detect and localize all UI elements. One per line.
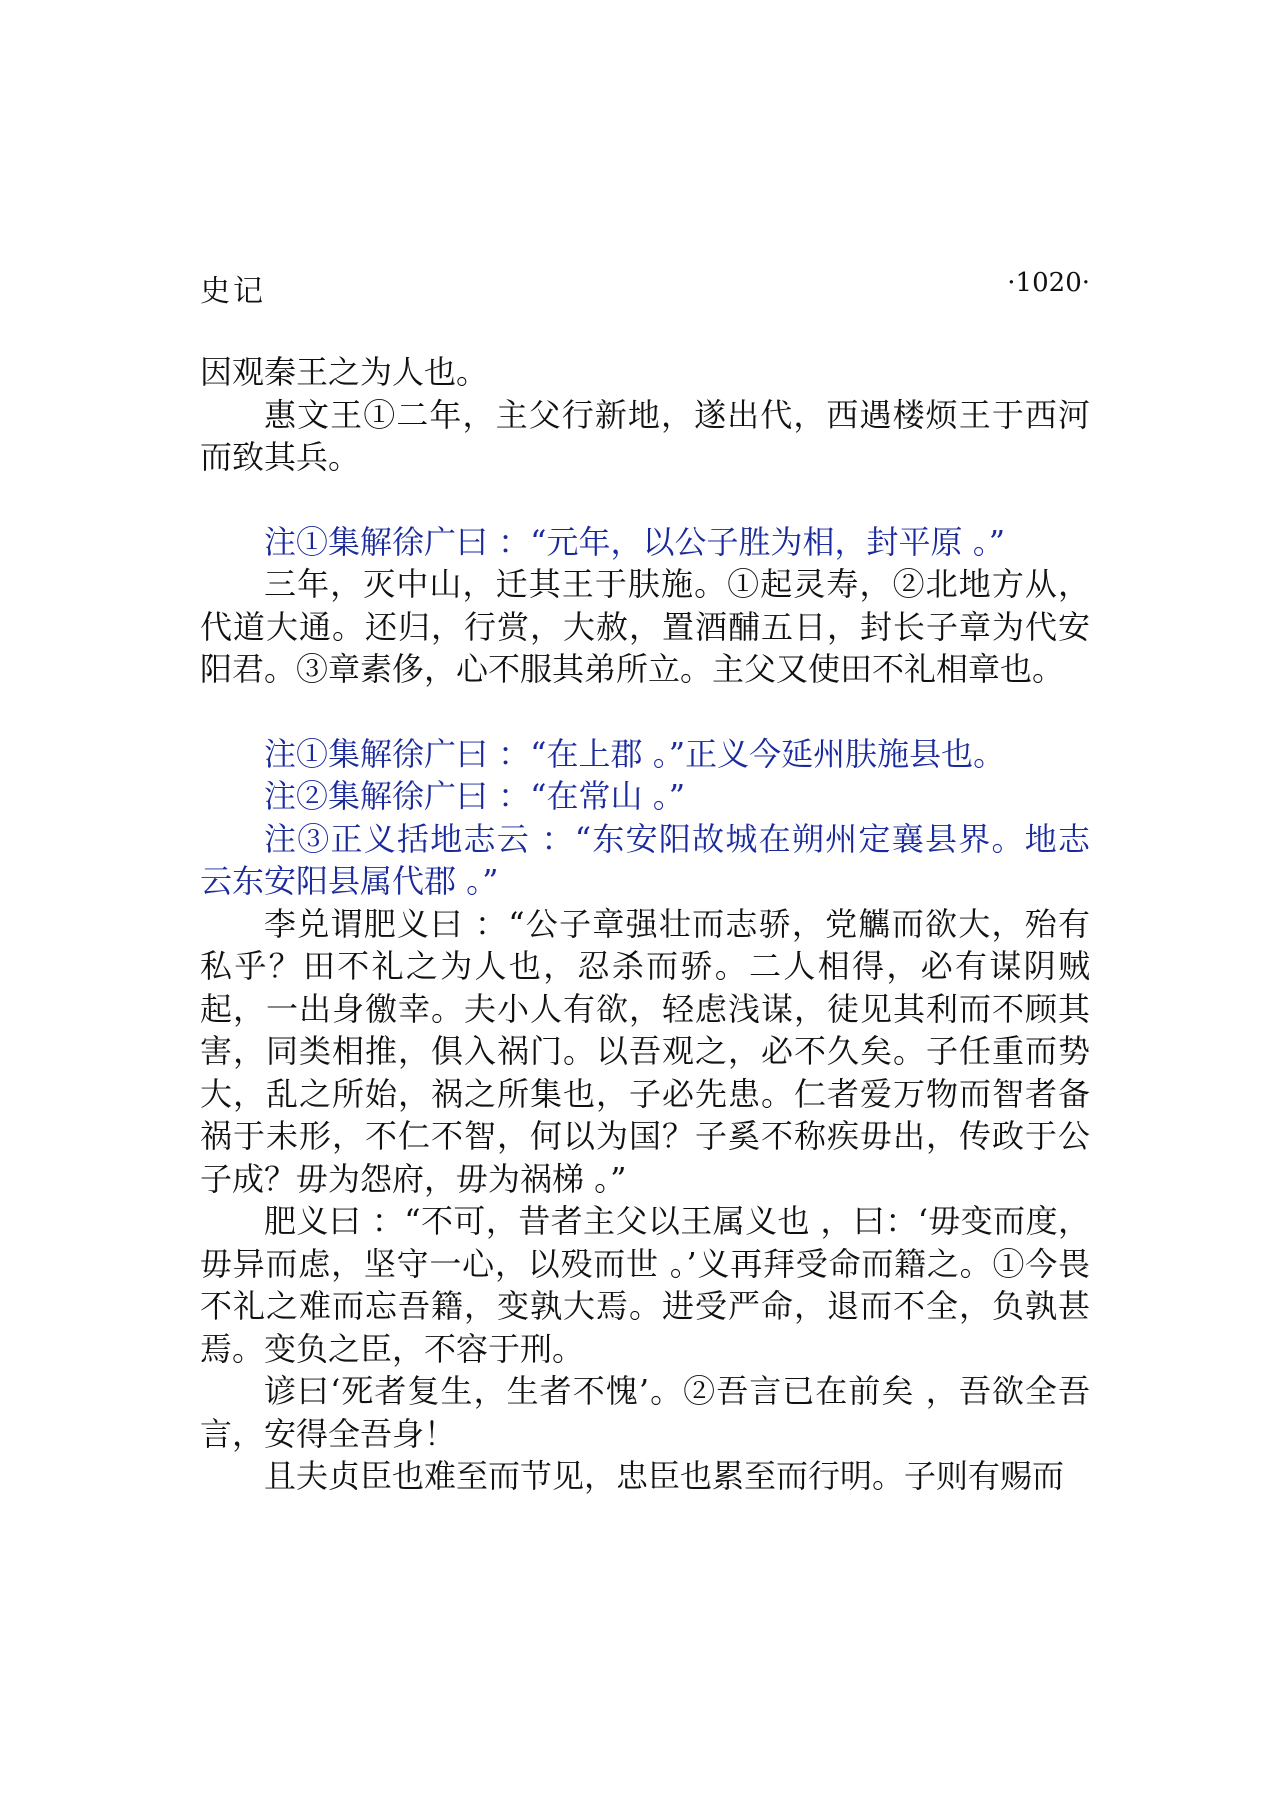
paragraph-gap: [200, 691, 1090, 733]
body-paragraph: 惠文王①二年，主父行新地，遂出代，西遇楼烦王于西河而致其兵。: [200, 395, 1090, 476]
body-paragraph: 李兑谓肥义曰 ：“公子章强壮而志骄，党觽而欲大，殆有私乎？田不礼之为人也，忍杀而骄。二人相得，必有谋阴贼起，一出身徼幸。夫小人有欲，轻虑浅谋，徒见其利而不顾其害，同类相推，俱入祸门。以吾观之，必不久矣。子任重而势大，乱之所始，祸之所集也，子必先患。仁者爱万物而智者备祸于未形，不仁不智，何以为国？子奚不称疾毋出，传政于公子成？毋为怨府，毋为祸梯 。”: [200, 904, 1090, 1198]
page-header: [200, 266, 1090, 309]
body-paragraph: 且夫贞臣也难至而节见，忠臣也累至而行明。子则有赐而: [264, 1457, 1065, 1495]
page-number: ·1020·: [1007, 268, 1090, 298]
body-paragraph: 肥义曰 ：“不可，昔者主父以王属义也 ，曰：‘毋变而度，毋异而虑，坚守一心，以殁而世 。’义再拜受命而籍之。①今畏不礼之难而忘吾籍，变孰大焉。进受严命，退而不全，负孰甚焉。变负之臣，不容于刑。: [200, 1202, 1090, 1368]
annotation-note: 注②集解徐广曰 ：“在常山 。”: [264, 777, 686, 815]
paragraph-gap: [200, 479, 1090, 521]
running-title: 史记: [200, 274, 266, 309]
page-body: [200, 351, 1090, 1498]
body-paragraph: 因观秦王之为人也。: [200, 353, 489, 391]
annotation-note: 注①集解徐广曰 ：“在上郡 。”正义今延州肤施县也。: [264, 734, 1006, 773]
annotation-note: 注①集解徐广曰 ：“元年，以公子胜为相，封平原 。”: [264, 522, 1006, 561]
body-paragraph: 三年，灭中山，迁其王于肤施。①起灵寿，②北地方从，代道大通。还归，行赏，大赦，置酒酺五日，封长子章为代安阳君。③章素侈，心不服其弟所立。主父又使田不礼相章也。: [200, 565, 1090, 688]
annotation-note: 注③正义括地志云 ：“东安阳故城在朔州定襄县界。地志云东安阳县属代郡 。”: [200, 819, 1090, 900]
body-paragraph: 谚曰‘死者复生，生者不愧’。②吾言已在前矣 ，吾欲全吾言，安得全吾身！: [200, 1372, 1090, 1453]
